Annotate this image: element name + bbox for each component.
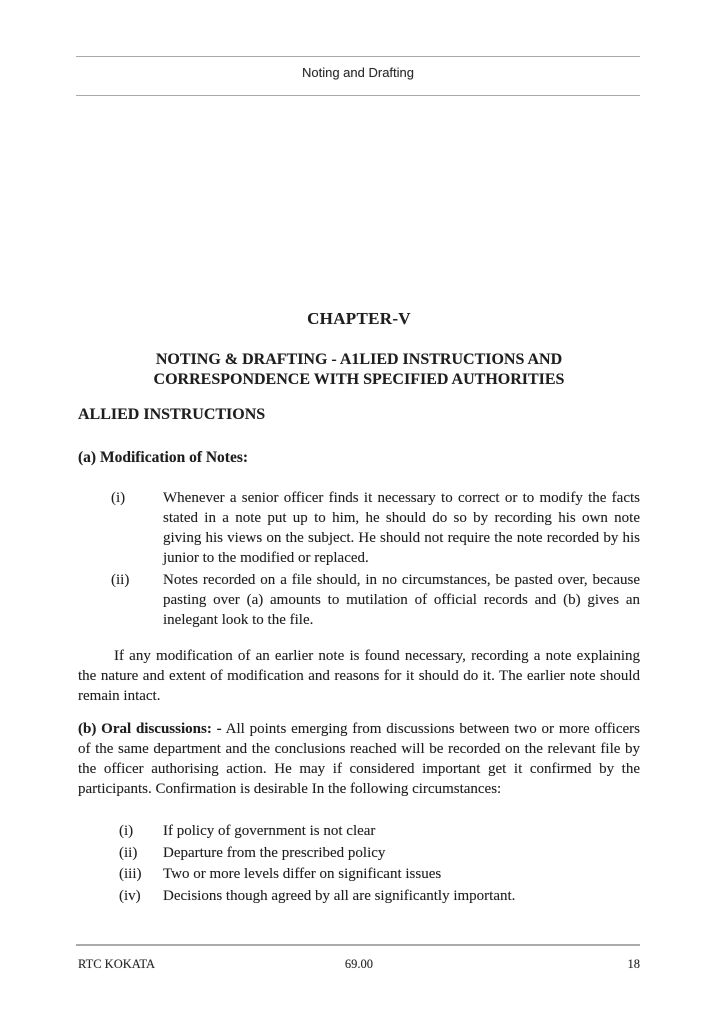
- list-item-marker: (iii): [119, 866, 142, 882]
- footer-center-text: 69.00: [344, 957, 374, 971]
- document-title-line2: CORRESPONDENCE WITH SPECIFIED AUTHORITIES: [153, 371, 565, 388]
- list-item: [78, 886, 640, 908]
- list-item-text: Notes recorded on a file should, in no circumstances, be pasted over, because pasting over (a) amounts to mutilation of official records and (b) gives an inelegant look to the file.: [163, 572, 640, 628]
- subsection-a-heading: (a) Modification of Notes:: [78, 449, 249, 466]
- footer-rule: [76, 944, 640, 946]
- subsection-b-paragraph: [78, 719, 640, 799]
- list-item-marker: (ii): [111, 572, 130, 588]
- list-item-text: If policy of government is not clear: [163, 823, 376, 839]
- list-item-text: Two or more levels differ on significant issues: [163, 866, 442, 882]
- subsection-a-list: [78, 488, 640, 632]
- subsection-b-list: [78, 821, 640, 907]
- subsection-b-heading: (b) Oral discussions: -: [78, 721, 222, 737]
- document-title: [78, 350, 640, 390]
- subsection-b-text: All points emerging from discussions between two or more officers of the same department and the conclusions reached will be recorded on the relevant file by the officer authorising action. He may if considered important get it confirmed by the participants. Confirmation is desirable In the following circumstances:: [78, 721, 641, 797]
- footer-left-text: RTC KOKATA: [78, 957, 156, 971]
- page-footer: [78, 957, 640, 972]
- list-item-marker: (ii): [119, 844, 138, 861]
- document-title-line1: NOTING & DRAFTING - A1LIED INSTRUCTIONS AND: [155, 351, 563, 368]
- list-item: [78, 488, 640, 568]
- list-item-marker: (i): [111, 490, 126, 506]
- list-item: [78, 864, 640, 886]
- header-rule-bottom: [76, 95, 640, 96]
- header-rule-top: [76, 56, 640, 57]
- list-item: [78, 843, 640, 865]
- running-title: Noting and Drafting: [301, 65, 414, 80]
- list-item: [78, 821, 640, 843]
- chapter-heading: CHAPTER-V: [307, 309, 411, 328]
- list-item: [78, 570, 640, 630]
- list-item-marker: (i): [119, 823, 134, 839]
- footer-page-number: 18: [627, 957, 640, 971]
- list-item-marker: (iv): [119, 887, 141, 904]
- list-item-text: Whenever a senior officer finds it necessary to correct or to modify the facts stated in a note put up to him, he should do so by recording his own note giving his views on the subject. He should not require the note recorded by his junior to the modified or replaced.: [163, 490, 640, 566]
- list-item-text: Decisions though agreed by all are significantly important.: [163, 887, 516, 904]
- list-item-text: Departure from the prescribed policy: [163, 844, 386, 861]
- subsection-a-closing-paragraph: If any modification of an earlier note is found necessary, recording a note explaining the nature and extent of modification and reasons for it should do it. The earlier note should remain intact.: [78, 648, 640, 704]
- section-heading-allied-instructions: ALLIED INSTRUCTIONS: [78, 406, 266, 423]
